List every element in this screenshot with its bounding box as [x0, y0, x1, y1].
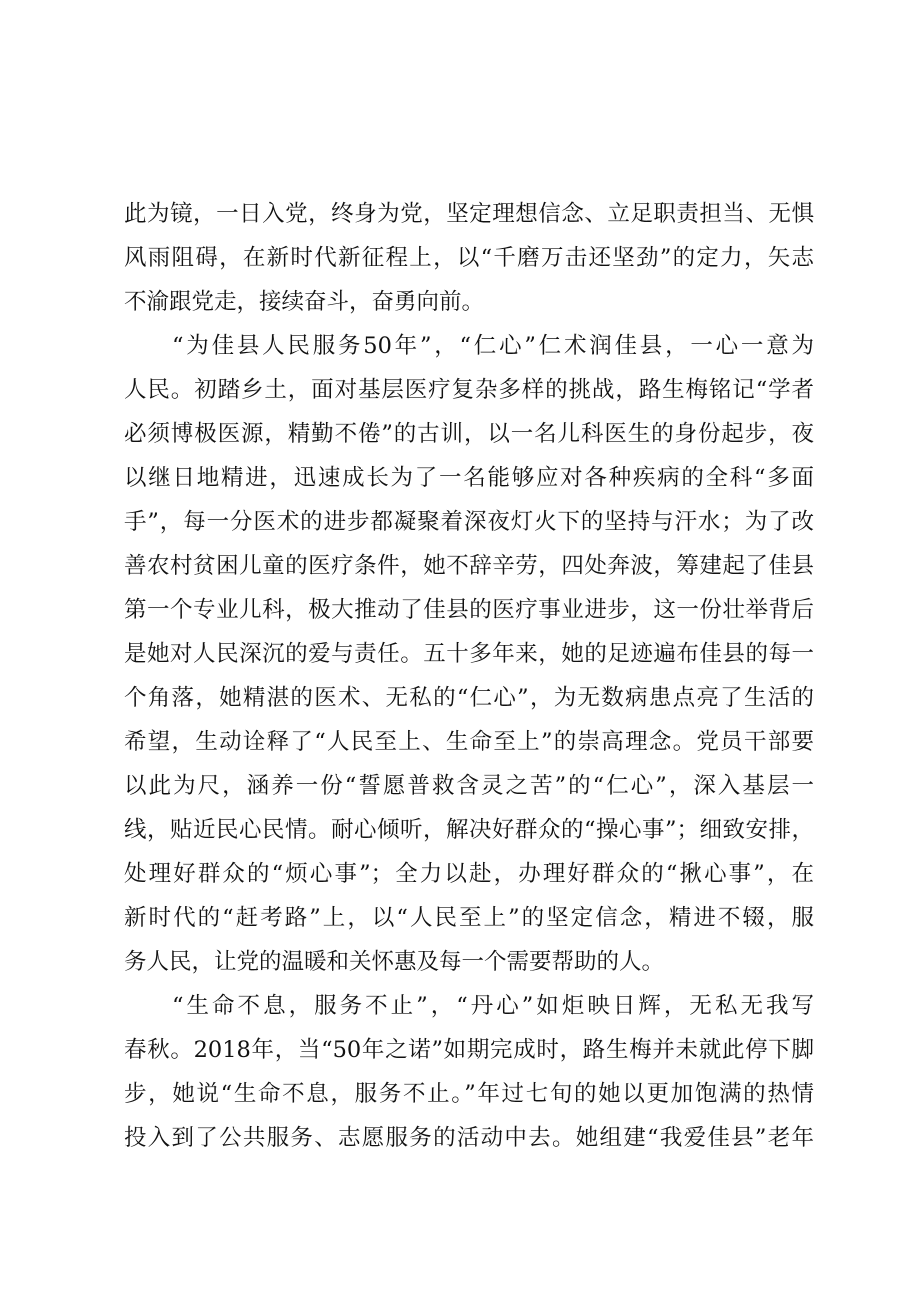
- text-line-14: 以此为尺，涵养一份“誓愿普救含灵之苦”的“仁心”，深入基层一: [124, 773, 814, 799]
- text-line-16: 处理好群众的“烦心事”；全力以赴，办理好群众的“揪心事”，在: [124, 861, 814, 887]
- text-line-3: 不渝跟党走，接续奋斗，奋勇向前。: [124, 289, 485, 315]
- text-line-1: 此为镜，一日入党，终身为党，坚定理想信念、立足职责担当、无惧: [124, 201, 814, 227]
- text-line-12: 个角落，她精湛的医术、无私的“仁心”，为无数病患点亮了生活的: [124, 685, 814, 711]
- text-line-6: 必须博极医源，精勤不倦”的古训，以一名儿科医生的身份起步，夜: [124, 421, 814, 447]
- text-line-17: 新时代的“赶考路”上，以“人民至上”的坚定信念，精进不辍，服: [124, 905, 814, 931]
- text-line-18: 务人民，让党的温暖和关怀惠及每一个需要帮助的人。: [124, 949, 665, 975]
- text-line-10: 第一个专业儿科，极大推动了佳县的医疗事业进步，这一份壮举背后: [124, 597, 814, 623]
- paragraph-2-first-line: “为佳县人民服务50年”，“仁心”仁术润佳县，一心一意为: [172, 333, 814, 359]
- text-line-15: 线，贴近民心民情。耐心倾听，解决好群众的“操心事”；细致安排，: [124, 817, 814, 843]
- text-line-5: 人民。初踏乡土，面对基层医疗复杂多样的挑战，路生梅铭记“学者: [124, 377, 814, 403]
- text-line-13: 希望，生动诠释了“人民至上、生命至上”的崇高理念。党员干部要: [124, 729, 814, 755]
- paragraph-3-first-line: “生命不息，服务不止”，“丹心”如炬映日辉，无私无我写: [172, 993, 814, 1019]
- text-line-20: 春秋。2018年，当“50年之诺”如期完成时，路生梅并未就此停下脚: [124, 1037, 814, 1063]
- text-line-2: 风雨阻碍，在新时代新征程上，以“千磨万击还坚劲”的定力，矢志: [124, 245, 814, 271]
- text-line-7: 以继日地精进，迅速成长为了一名能够应对各种疾病的全科“多面: [124, 465, 814, 491]
- text-line-21: 步，她说“生命不息，服务不止。”年过七旬的她以更加饱满的热情: [124, 1081, 814, 1107]
- text-line-11: 是她对人民深沉的爱与责任。五十多年来，她的足迹遍布佳县的每一: [124, 641, 814, 667]
- text-line-9: 善农村贫困儿童的医疗条件，她不辞辛劳，四处奔波，筹建起了佳县: [124, 553, 814, 579]
- text-line-22: 投入到了公共服务、志愿服务的活动中去。她组建“我爱佳县”老年: [124, 1125, 814, 1151]
- text-line-8: 手”，每一分医术的进步都凝聚着深夜灯火下的坚持与汗水；为了改: [124, 509, 814, 535]
